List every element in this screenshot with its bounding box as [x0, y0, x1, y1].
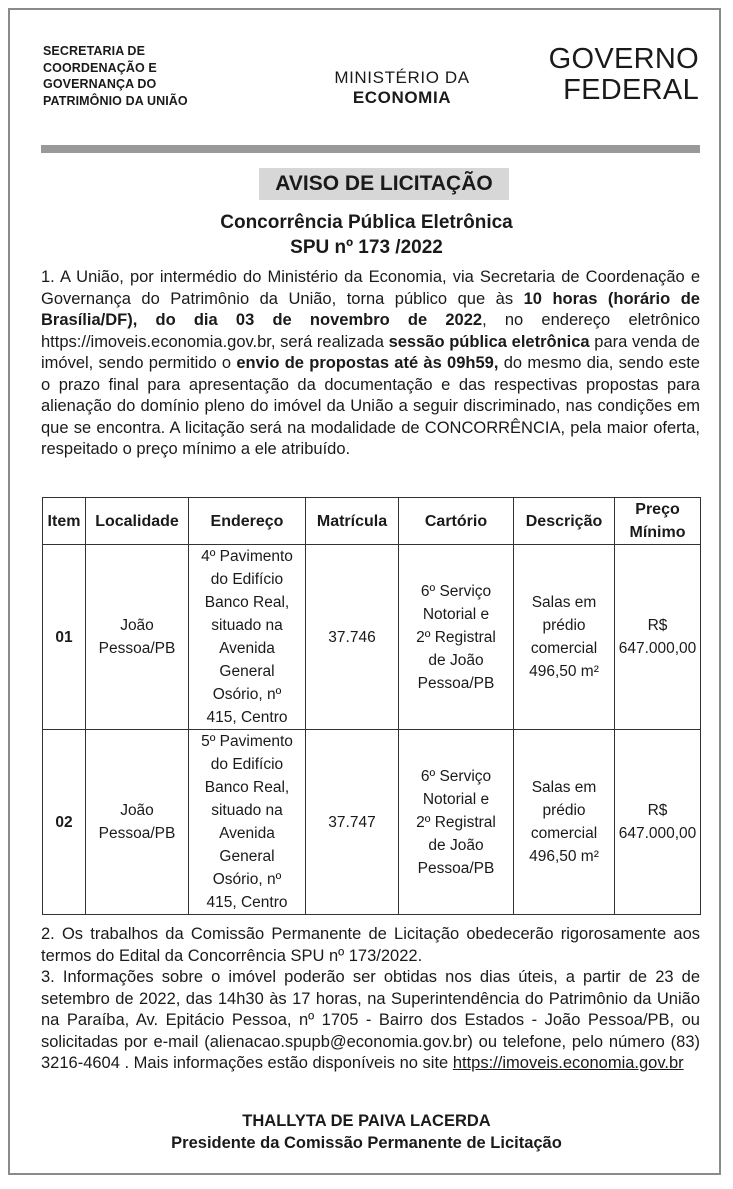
- col-matricula: Matrícula: [306, 498, 399, 545]
- secretaria-line: SECRETARIA DE: [43, 44, 146, 58]
- cell-preco: R$ 647.000,00: [615, 730, 701, 915]
- governo-line1: GOVERNO: [548, 43, 699, 75]
- cell-cartorio: 6º Serviço Notorial e 2º Registral de João Pessoa/PB: [399, 730, 514, 915]
- table-row: [43, 545, 701, 730]
- paragraph-2: 2. Os trabalhos da Comissão Permanente de Licitação obedecerão rigorosamente aos termos do Edital da Concorrência SPU nº 173/2022.: [41, 925, 700, 965]
- cell-item: 02: [43, 730, 86, 915]
- secretaria-line: GOVERNANÇA DO: [43, 77, 157, 91]
- paragraph-3: 3. Informações sobre o imóvel poderão ser obtidas nos dias úteis, a partir de 23 de setembro de 2022, das 14h30 às 17 horas, na Superintendência do Patrimônio da União na Paraíba, Av. Epitácio Pessoa, nº 1705 - Bairro dos Estados - João Pessoa/PB, ou solicitadas por e-mail (alienacao.spupb@economia.gov.br) ou telefone, pelo número (83) 3216-4604 . Mais informações estão disponíveis no site https://imoveis.economia.gov.br: [41, 968, 700, 1072]
- website-link[interactable]: https://imoveis.economia.gov.br: [452, 1054, 684, 1072]
- paragraph-1: 1. A União, por intermédio do Ministério da Economia, via Secretaria de Coordenação e Governança do Patrimônio da União, torna público que às 10 horas (horário de Brasília/DF), do dia 03 de novembro de 2022, no endereço eletrônico https://imoveis.economia.gov.br, será realizada sessão pública eletrônica para venda de imóvel, sendo permitido o envio de propostas até às 09h59, do mesmo dia, sendo este o prazo final para apresentação da documentação e das respectivas propostas para alienação do domínio pleno do imóvel da União a seguir discriminado, nas condições em que se encontra. A licitação será na modalidade de CONCORRÊNCIA, pela maior oferta, respeitado o preço mínimo a ele atribuído.: [41, 268, 700, 458]
- secretaria-heading: [43, 43, 188, 109]
- col-cartorio: Cartório: [399, 498, 514, 545]
- cell-descricao: Salas em prédio comercial 496,50 m²: [514, 730, 615, 915]
- cell-descricao: Salas em prédio comercial 496,50 m²: [514, 545, 615, 730]
- col-endereco: Endereço: [189, 498, 306, 545]
- notice-subtitle-2: SPU nº 173 /2022: [290, 237, 443, 258]
- ministerio-logo: [322, 68, 482, 107]
- cell-preco: R$ 647.000,00: [615, 545, 701, 730]
- ministerio-line1: MINISTÉRIO DA: [334, 68, 470, 87]
- secretaria-line: PATRIMÔNIO DA UNIÃO: [43, 93, 188, 108]
- col-item: Item: [43, 498, 86, 545]
- notice-title: AVISO DE LICITAÇÃO: [259, 168, 509, 200]
- cell-endereco: 5º Pavimento do Edifício Banco Real, situado na Avenida General Osório, nº 415, Centro: [189, 730, 306, 915]
- cell-cartorio: 6º Serviço Notorial e 2º Registral de João Pessoa/PB: [399, 545, 514, 730]
- col-localidade: Localidade: [86, 498, 189, 545]
- signatory-name: THALLYTA DE PAIVA LACERDA: [242, 1112, 491, 1130]
- col-preco: Preço Mínimo: [615, 498, 701, 545]
- table-header-row: [43, 498, 701, 545]
- cell-localidade: João Pessoa/PB: [86, 545, 189, 730]
- col-descricao: Descrição: [514, 498, 615, 545]
- cell-item: 01: [43, 545, 86, 730]
- ministerio-line2: ECONOMIA: [352, 88, 452, 107]
- notice-subtitle-1: Concorrência Pública Eletrônica: [220, 212, 513, 233]
- table-row: [43, 730, 701, 915]
- secretaria-line: COORDENAÇÃO E: [43, 60, 157, 75]
- governo-line2: FEDERAL: [563, 74, 699, 106]
- property-table: [42, 497, 701, 915]
- cell-endereco: 4º Pavimento do Edifício Banco Real, situado na Avenida General Osório, nº 415, Centro: [189, 545, 306, 730]
- governo-federal-logo: [549, 44, 699, 106]
- cell-localidade: João Pessoa/PB: [86, 730, 189, 915]
- header-divider: [41, 145, 700, 153]
- cell-matricula: 37.747: [306, 730, 399, 915]
- cell-matricula: 37.746: [306, 545, 399, 730]
- signatory-role: Presidente da Comissão Permanente de Licitação: [171, 1134, 562, 1152]
